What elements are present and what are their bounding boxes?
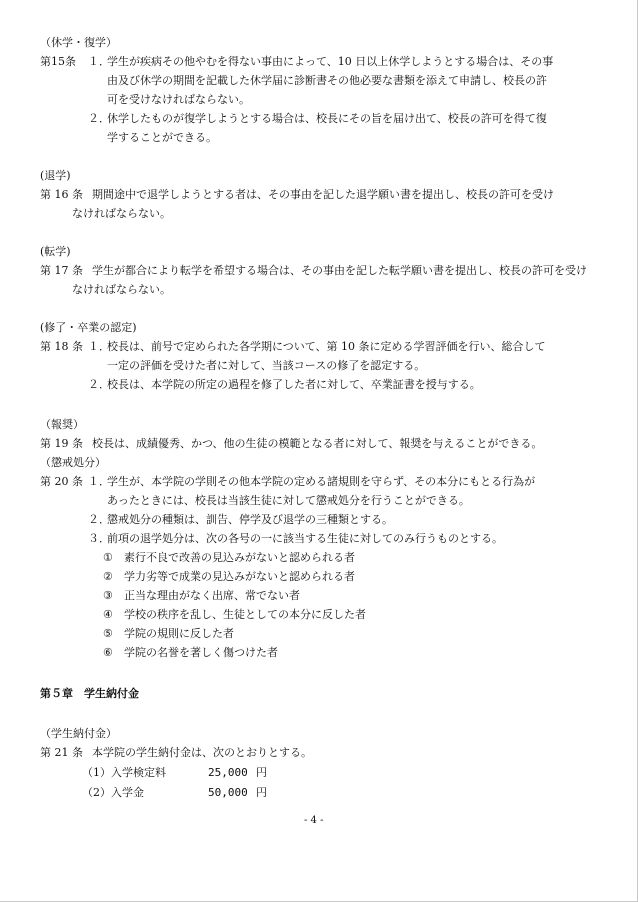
article-15-para-1-line-1: 学生が疾病その他やむを得ない事由によって、10 日以上休学しようとする場合は、その事 — [107, 55, 554, 68]
article-16-line-1: 期間途中で退学しようとする者は、その事由を記した退学願い書を提出し、校長の許可を受け — [92, 188, 554, 201]
article-20-para-1-line-2: あったときには、校長は当該生徒に対して懲戒処分を行うことができる。 — [107, 494, 470, 507]
article-17-line-2: なければならない。 — [72, 283, 171, 296]
article-21-number: 第 21 条 — [40, 746, 83, 759]
dismissal-item-mark: ⑤ — [103, 627, 113, 640]
heading-leave-of-absence: （休学・復学） — [40, 36, 117, 49]
fee-amount: 50,000 — [208, 786, 248, 799]
heading-withdrawal: (退学) — [40, 169, 71, 182]
dismissal-item-mark: ① — [103, 551, 113, 564]
article-15-para-1-number: １． — [88, 55, 110, 68]
article-19-number: 第 19 条 — [40, 437, 83, 450]
dismissal-item-text: 学院の規則に反した者 — [124, 627, 234, 640]
article-20-number: 第 20 条 — [40, 475, 83, 488]
article-20-para-1-line-1: 学生が、本学院の学則その他本学院の定める諸規則を守らず、その本分にもとる行為が — [107, 475, 536, 488]
fee-label: （2）入学金 — [82, 786, 144, 799]
article-16-number: 第 16 条 — [40, 188, 83, 201]
article-15-para-2-line-2: 学することができる。 — [107, 131, 217, 144]
article-20-para-2-number: ２． — [88, 513, 110, 526]
dismissal-item-text: 正当な理由がなく出席、常でない者 — [124, 589, 300, 602]
fee-unit: 円 — [256, 766, 267, 779]
fee-unit: 円 — [256, 786, 267, 799]
dismissal-item-text: 素行不良で改善の見込みがないと認められる者 — [124, 551, 355, 564]
dismissal-item-text: 学力劣等で成業の見込みがないと認められる者 — [124, 570, 355, 583]
heading-disciplinary-action: （懲戒処分） — [40, 456, 106, 469]
article-20-para-1-number: １． — [88, 475, 110, 488]
article-15-para-2-line-1: 休学したものが復学しようとする場合は、校長にその旨を届け出て、校長の許可を得て復 — [107, 112, 547, 125]
article-15-para-2-number: ２． — [88, 112, 110, 125]
page-number: - 4 - — [304, 815, 324, 826]
dismissal-item-mark: ② — [103, 570, 113, 583]
dismissal-item-mark: ④ — [103, 608, 113, 621]
fee-amount: 25,000 — [208, 766, 248, 779]
heading-transfer: (転学) — [40, 245, 71, 258]
article-19-line-1: 校長は、成績優秀、かつ、他の生徒の模範となる者に対して、報奨を与えることができる。 — [92, 437, 543, 450]
heading-award: （報奨） — [40, 418, 84, 431]
article-20-para-3-line-1: 前項の退学処分は、次の各号の一に該当する生徒に対してのみ行うものとする。 — [107, 532, 503, 545]
article-16-line-2: なければならない。 — [72, 207, 171, 220]
heading-completion-graduation: (修了・卒業の認定) — [40, 321, 137, 334]
chapter-5-title: 第５章 学生納付金 — [40, 687, 139, 700]
article-18-para-1-number: １． — [88, 340, 110, 353]
article-21-line-1: 本学院の学生納付金は、次のとおりとする。 — [92, 746, 312, 759]
article-18-para-2-number: ２． — [88, 378, 110, 391]
fee-label: （1）入学検定料 — [82, 766, 166, 779]
article-20-para-2-line-1: 懲戒処分の種類は、訓告、停学及び退学の三種類とする。 — [107, 513, 393, 526]
heading-student-fees: （学生納付金） — [40, 727, 117, 740]
article-18-para-1-line-1: 校長は、前号で定められた各学期について、第 10 条に定める学習評価を行い、総合して — [107, 340, 546, 353]
article-15-para-1-line-3: 可を受けなければならない。 — [107, 93, 250, 106]
article-18-para-1-line-2: 一定の評価を受けた者に対して、当該コースの修了を認定する。 — [107, 359, 426, 372]
article-15-para-1-line-2: 由及び休学の期間を記載した休学届に診断書その他必要な書類を添えて申請し、校長の許 — [107, 74, 547, 87]
article-17-line-1: 学生が都合により転学を希望する場合は、その事由を記した転学願い書を提出し、校長の許可を受け — [92, 264, 587, 277]
dismissal-item-text: 学校の秩序を乱し、生徒としての本分に反した者 — [124, 608, 366, 621]
article-18-number: 第 18 条 — [40, 340, 83, 353]
dismissal-item-mark: ③ — [103, 589, 113, 602]
article-15-number: 第15条 — [40, 55, 76, 68]
dismissal-item-mark: ⑥ — [103, 646, 113, 659]
article-17-number: 第 17 条 — [40, 264, 83, 277]
dismissal-item-text: 学院の名誉を著しく傷つけた者 — [124, 646, 278, 659]
article-18-para-2-line-1: 校長は、本学院の所定の過程を修了した者に対して、卒業証書を授与する。 — [107, 378, 481, 391]
article-20-para-3-number: ３． — [88, 532, 110, 545]
